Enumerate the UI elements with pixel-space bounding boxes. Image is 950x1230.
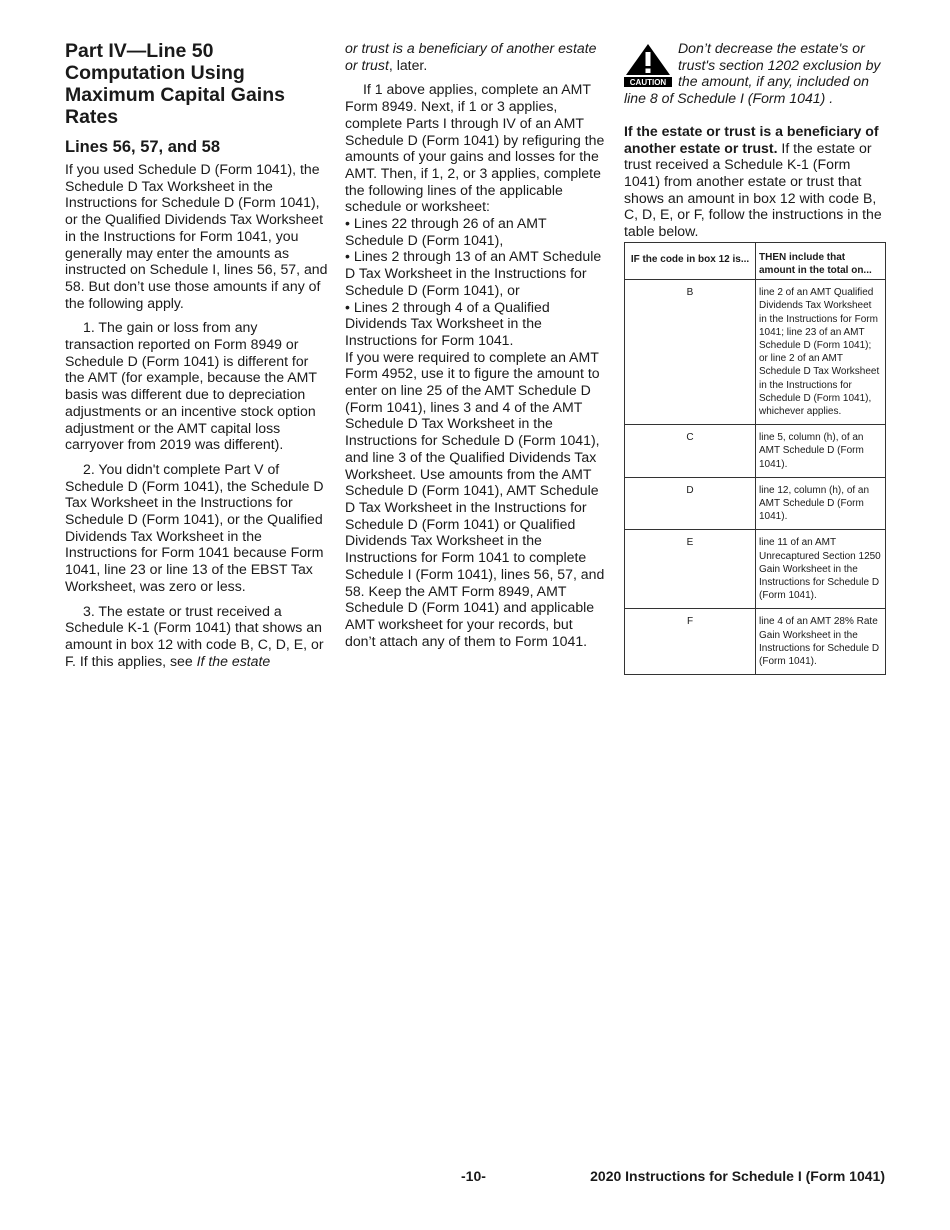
table-header-include: THEN include that amount in the total on... — [756, 242, 886, 279]
continuation-paragraph — [345, 40, 607, 73]
footer-title: 2020 Instructions for Schedule I (Form 1041) — [590, 1168, 885, 1184]
cross-reference-italic-cont: or trust is a beneficiary of another estate or trust — [345, 40, 597, 73]
bullet-item-3: • Lines 2 through 4 of a Qualified Dividends Tax Worksheet in the Instructions for Form 1041. — [345, 298, 550, 348]
table-row — [625, 609, 886, 675]
bullet-item-1: • Lines 22 through 26 of an AMT Schedule D (Form 1041), — [345, 215, 547, 248]
bullet-item-2: • Lines 2 through 13 of an AMT Schedule D Tax Worksheet in the Instructions for Schedule D (Form 1041), or — [345, 248, 602, 298]
beneficiary-paragraph — [624, 123, 886, 240]
table-cell-text: line 2 of an AMT Qualified Dividends Tax Worksheet in the Instructions for Form 1041; line 23 of an AMT Schedule D (Form 1041); or line 2 of an AMT Schedule D Tax Worksheet in the Instructions for Schedule D (Form 1041), whichever applies. — [756, 280, 886, 425]
table-row — [625, 280, 886, 425]
column-left — [65, 40, 329, 677]
table-cell-text: line 11 of an AMT Unrecaptured Section 1250 Gain Worksheet in the Instructions for Schedule D (Form 1041). — [756, 530, 886, 609]
table-header-code: IF the code in box 12 is... — [625, 242, 756, 279]
caution-note — [624, 40, 886, 107]
form-4952-paragraph: If you were required to complete an AMT Form 4952, use it to figure the amount to enter on line 25 of the AMT Schedule D (Form 1041), lines 3 and 4 of the AMT Schedule D Tax Worksheet in the Instructions for Schedule D (Form 1041), and line 3 of the Qualified Dividends Tax Worksheet. Use amounts from the AMT Schedule D (Form 1041), AMT Schedule D Tax Worksheet in the Instructions for Schedule D (Form 1041) or Qualified Dividends Tax Worksheet in the Instructions for Form 1041 to complete Schedule I (Form 1041), lines 56, 57, and 58. Keep the AMT Form 8949, AMT Schedule D (Form 1041) and applicable AMT worksheet for your records, but don’t attach any of them to Form 1041. — [345, 348, 605, 649]
lines-subheading: Lines 56, 57, and 58 — [65, 138, 220, 156]
section-heading: Part IV—Line 50 Computation Using Maximum Capital Gains Rates — [65, 40, 285, 128]
table-row — [625, 425, 886, 478]
table-cell-text: line 12, column (h), of an AMT Schedule D (Form 1041). — [756, 477, 886, 530]
table-cell-code: D — [625, 477, 756, 530]
continuation-end: , later. — [388, 56, 428, 73]
beneficiary-bold-lead: If the estate or trust is a beneficiary of another estate or trust. — [624, 122, 879, 156]
table-cell-code: F — [625, 609, 756, 675]
table-header-row — [625, 242, 886, 279]
table-cell-code: B — [625, 280, 756, 425]
table-row — [625, 477, 886, 530]
table-cell-text: line 4 of an AMT 28% Rate Gain Worksheet in the Instructions for Schedule D (Form 1041). — [756, 609, 886, 675]
table-cell-text: line 5, column (h), of an AMT Schedule D (Form 1041). — [756, 425, 886, 478]
column-right — [624, 40, 886, 675]
condition-item-2: 2. You didn't complete Part V of Schedule D (Form 1041), the Schedule D Tax Worksheet in the Instructions for Schedule D (Form 1041), or the Qualified Dividends Tax Worksheet in the Instructions for Form 1041 because Form 1041, line 23 or line 13 of the EBST Tax Worksheet, was zero or less. — [65, 460, 324, 594]
condition-item-3-text: 3. The estate or trust received a Schedule K-1 (Form 1041) that shows an amount in box 12 with code B, C, D, E, or F. If this applies, see — [65, 602, 324, 669]
amt-instructions-paragraph: If 1 above applies, complete an AMT Form 8949. Next, if 1 or 3 applies, complete Parts I through IV of an AMT Schedule D (Form 1041) by refiguring the amounts of your gains and losses for the AMT. Then, if 1, 2, or 3 applies, complete the following lines of the applicable schedule or worksheet: — [345, 81, 605, 215]
table-row — [625, 530, 886, 609]
caution-label: CAUTION — [629, 78, 667, 87]
condition-item-1: 1. The gain or loss from any transaction reported on Form 8949 or Schedule D (Form 1041) is different for the AMT (for example, because the AMT basis was different due to depreciation adjustments or an incentive stock option adjustment or the AMT capital loss carryover from 2019 was different). — [65, 319, 317, 453]
table-cell-code: C — [625, 425, 756, 478]
caution-icon — [624, 43, 672, 87]
table-cell-code: E — [625, 530, 756, 609]
condition-item-3 — [65, 603, 329, 670]
beneficiary-text: If the estate or trust received a Schedule K-1 (Form 1041) from another estate or trust that shows an amount in box 12 with code B, C, D, E, or F, follow the instructions in the table below. — [624, 139, 882, 240]
page-number: -10- — [461, 1168, 486, 1184]
cross-reference-italic: If the estate — [196, 652, 271, 669]
intro-paragraph: If you used Schedule D (Form 1041), the Schedule D Tax Worksheet in the Instructions for Schedule D (Form 1041), or the Qualified Dividends Tax Worksheet in the Instructions for Form 1041, you generally may enter the amounts as instructed on Schedule I, lines 56, 57, and 58. But don’t use those amounts if any of the following apply. — [65, 161, 328, 311]
column-middle — [345, 40, 607, 657]
caution-text: Don’t decrease the estate's or trust's section 1202 exclusion by the amount, if any, included on line 8 of Schedule I (Form 1041) . — [624, 40, 881, 107]
box12-code-table — [624, 242, 886, 675]
